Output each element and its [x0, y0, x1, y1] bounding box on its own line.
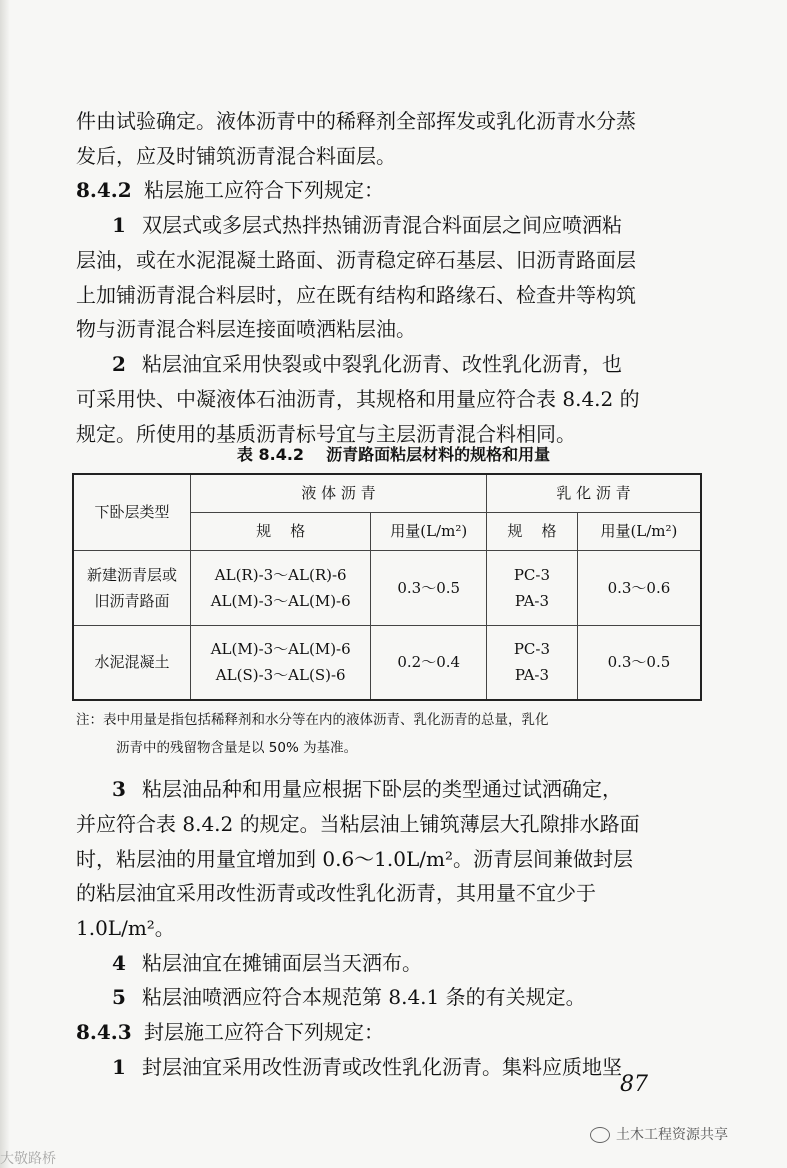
item-1-seal [112, 1050, 762, 1085]
table-row [73, 550, 701, 625]
table-row [73, 625, 701, 700]
page-number: 87 [620, 1072, 648, 1097]
cell-edose: 0.3～0.5 [577, 625, 701, 700]
table-caption-title: 沥青路面粘层材料的规格和用量 [326, 445, 551, 464]
paragraph-line: 1.0L/m²。 [76, 916, 175, 940]
section-8-4-3 [76, 1015, 726, 1050]
header-liquid-asphalt: 液 体 沥 青 [190, 474, 486, 512]
item-2 [112, 347, 762, 382]
cell-line: AL(M)-3～AL(M)-6 [210, 591, 351, 610]
paragraph-line: 可采用快、中凝液体石油沥青，其规格和用量应符合表 8.4.2 的 [76, 387, 640, 411]
cell-type: 水泥混凝土 [73, 625, 190, 700]
item-number: 3 [112, 777, 126, 801]
header-emulsified-asphalt: 乳 化 沥 青 [487, 474, 701, 512]
item-5 [112, 980, 762, 1015]
header-dose-emul: 用量(L/m²) [577, 512, 701, 550]
item-number: 2 [112, 352, 126, 376]
cell-spec [190, 625, 370, 700]
section-number: 8.4.2 [76, 178, 132, 202]
item-1 [112, 208, 762, 243]
paragraph-line: 件由试验确定。液体沥青中的稀释剂全部挥发或乳化沥青水分蒸 [76, 109, 636, 133]
cell-type [73, 550, 190, 625]
cell-line: 旧沥青路面 [94, 591, 170, 610]
cell-espec [487, 625, 578, 700]
paragraph-line: 上加铺沥青混合料层时，应在既有结构和路缘石、检查井等构筑 [76, 283, 636, 307]
item-text: 粘层油宜采用快裂或中裂乳化沥青、改性乳化沥青，也 [142, 352, 622, 376]
cell-line: PC-3 [513, 640, 551, 659]
cell-line: 新建沥青层或 [86, 565, 177, 584]
watermark-left: 大敬路桥 [0, 1151, 56, 1167]
item-text: 双层式或多层式热拌热铺沥青混合料面层之间应喷洒粘 [142, 213, 622, 237]
table-caption [0, 442, 787, 465]
section-title: 粘层施工应符合下列规定： [144, 178, 384, 202]
cell-line: AL(M)-3～AL(M)-6 [210, 640, 351, 659]
cell-line: AL(R)-3～AL(R)-6 [214, 565, 347, 584]
paragraph-line: 发后，应及时铺筑沥青混合料面层。 [76, 144, 396, 168]
paragraph-line: 规定。所使用的基质沥青标号宜与主层沥青混合料相同。 [76, 422, 576, 446]
item-text: 封层油宜采用改性沥青或改性乳化沥青。集料应质地坚 [142, 1055, 622, 1079]
watermark-right [590, 1124, 728, 1144]
item-text: 粘层油品种和用量应根据下卧层的类型通过试洒确定， [142, 777, 622, 801]
table-caption-number: 表 8.4.2 [236, 445, 305, 464]
page-edge-shadow [0, 0, 10, 1168]
paragraph-line: 并应符合表 8.4.2 的规定。当粘层油上铺筑薄层大孔隙排水路面 [76, 812, 640, 836]
cell-line: AL(S)-3～AL(S)-6 [215, 666, 346, 685]
header-dose-liquid: 用量(L/m²) [371, 512, 487, 550]
item-3 [112, 772, 762, 807]
item-number: 5 [112, 985, 126, 1009]
cell-espec [487, 550, 578, 625]
watermark-text: 土木工程资源共享 [616, 1127, 728, 1143]
paragraph-line: 时，粘层油的用量宜增加到 0.6～1.0L/m²。沥青层间兼做封层 [76, 847, 633, 871]
cell-spec [190, 550, 370, 625]
cell-edose: 0.3～0.6 [577, 550, 701, 625]
cell-line: PA-3 [514, 591, 550, 610]
item-number: 1 [112, 213, 126, 237]
section-number: 8.4.3 [76, 1020, 132, 1044]
paragraph-line: 层油，或在水泥混凝土路面、沥青稳定碎石基层、旧沥青路面层 [76, 248, 636, 272]
cell-line: PC-3 [513, 565, 551, 584]
header-spec-liquid: 规 格 [190, 512, 370, 550]
table-note-line: 沥青中的残留物含量是以 50% 为基准。 [116, 740, 358, 756]
cell-dose: 0.2～0.4 [371, 625, 487, 700]
cell-dose: 0.3～0.5 [371, 550, 487, 625]
cell-line: PA-3 [514, 666, 550, 685]
section-8-4-2 [76, 173, 726, 208]
header-under-layer: 下卧层类型 [73, 474, 190, 550]
spec-table [72, 473, 702, 701]
item-text: 粘层油喷洒应符合本规范第 8.4.1 条的有关规定。 [142, 985, 586, 1009]
paragraph-line: 物与沥青混合料层连接面喷洒粘层油。 [76, 317, 416, 341]
header-spec-emul: 规 格 [487, 512, 578, 550]
item-number: 4 [112, 951, 126, 975]
paragraph-line: 的粘层油宜采用改性沥青或改性乳化沥青，其用量不宜少于 [76, 881, 596, 905]
table-note-line: 注：表中用量是指包括稀释剂和水分等在内的液体沥青、乳化沥青的总量，乳化 [76, 712, 549, 728]
item-4 [112, 946, 762, 981]
item-number: 1 [112, 1055, 126, 1079]
item-text: 粘层油宜在摊铺面层当天洒布。 [142, 951, 422, 975]
wechat-icon [590, 1127, 610, 1143]
section-title: 封层施工应符合下列规定： [144, 1020, 384, 1044]
